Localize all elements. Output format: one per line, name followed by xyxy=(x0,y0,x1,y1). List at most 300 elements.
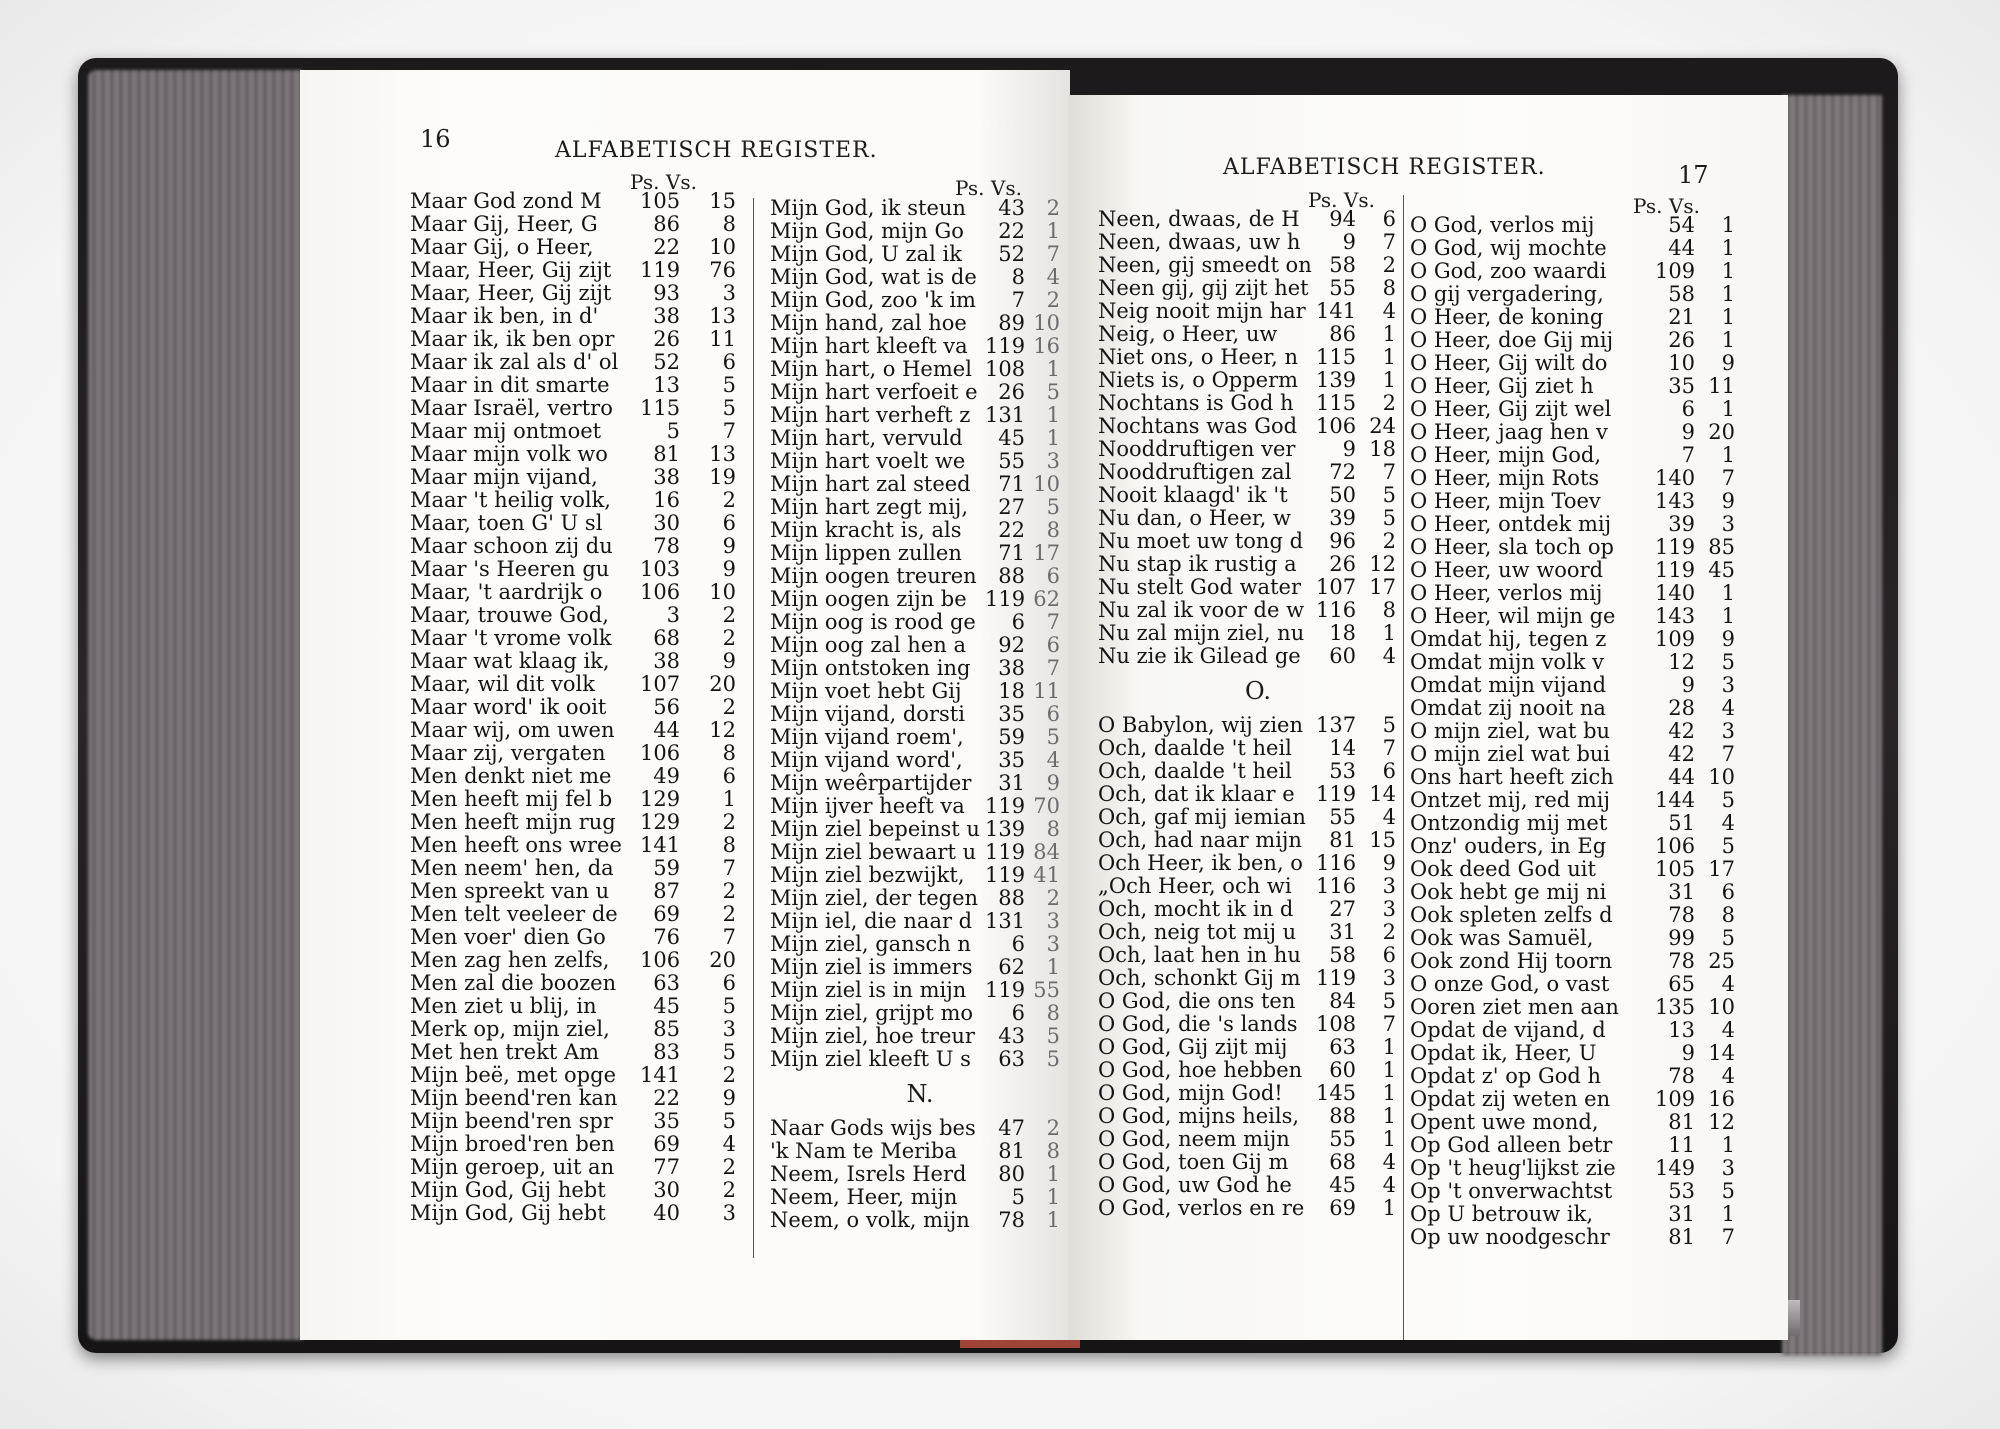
register-entry xyxy=(1098,507,1418,530)
register-entry xyxy=(1098,231,1418,254)
entry-text: Och, schonkt Gij m xyxy=(1098,966,1301,990)
verse-number: 84 xyxy=(1033,840,1060,864)
verse-number: 9 xyxy=(722,534,736,558)
verse-number: 3 xyxy=(1382,897,1396,921)
entry-text: Maar, Heer, Gij zijt xyxy=(410,281,612,305)
register-entry xyxy=(1098,1174,1418,1197)
register-entry xyxy=(410,995,750,1018)
entry-text: Men zal die boozen xyxy=(410,971,617,995)
psalm-number: 35 xyxy=(998,748,1025,772)
psalm-number: 30 xyxy=(653,1178,680,1202)
psalm-number: 62 xyxy=(998,955,1025,979)
psalm-number: 38 xyxy=(653,465,680,489)
register-entry xyxy=(1410,858,1760,881)
entry-text: Mijn ijver heeft va xyxy=(770,794,965,818)
verse-number: 8 xyxy=(1721,903,1735,927)
psalm-number: 78 xyxy=(1668,949,1695,973)
entry-text: Onz' ouders, in Eg xyxy=(1410,834,1607,858)
psalm-number: 106 xyxy=(640,948,681,972)
register-entry xyxy=(1098,530,1418,553)
entry-text: Mijn God, Gij hebt xyxy=(410,1178,606,1202)
psalm-number: 144 xyxy=(1655,788,1696,812)
verse-number: 1 xyxy=(1046,1208,1060,1232)
verse-number: 5 xyxy=(1382,506,1396,530)
entry-text: Omdat zij nooit na xyxy=(1410,696,1606,720)
register-entry xyxy=(1098,1197,1418,1220)
psalm-number: 108 xyxy=(985,357,1026,381)
psalm-number: 119 xyxy=(985,587,1026,611)
psalm-number: 81 xyxy=(1668,1225,1695,1249)
register-entry xyxy=(770,243,1070,266)
entry-text: Men voer' dien Go xyxy=(410,925,606,949)
entry-text: Maar mijn vijand, xyxy=(410,465,598,489)
verse-number: 1 xyxy=(1721,397,1735,421)
verse-number: 1 xyxy=(1721,1133,1735,1157)
register-entry xyxy=(410,443,750,466)
register-entry xyxy=(770,381,1070,404)
register-entry xyxy=(410,742,750,765)
register-entry xyxy=(410,489,750,512)
verse-number: 5 xyxy=(1382,989,1396,1013)
entry-text: Maar, trouwe God, xyxy=(410,603,609,627)
entry-text: Och, daalde 't heil xyxy=(1098,759,1292,783)
psalm-number: 39 xyxy=(1668,512,1695,536)
register-entry xyxy=(770,266,1070,289)
entry-text: Nu zal mijn ziel, nu xyxy=(1098,621,1305,645)
verse-number: 5 xyxy=(1046,1024,1060,1048)
verse-number: 10 xyxy=(1033,311,1060,335)
entry-text: Neen, dwaas, de H xyxy=(1098,207,1300,231)
entry-text: Men heeft mijn rug xyxy=(410,810,616,834)
index-column-1 xyxy=(410,190,750,1225)
verse-number: 8 xyxy=(722,741,736,765)
register-entry xyxy=(1098,1059,1418,1082)
verse-number: 5 xyxy=(1721,788,1735,812)
psalm-number: 18 xyxy=(1329,621,1356,645)
entry-text: Mijn God, mijn Go xyxy=(770,219,964,243)
entry-text: O God, hoe hebben xyxy=(1098,1058,1303,1082)
psalm-number: 53 xyxy=(1668,1179,1695,1203)
entry-text: Op U betrouw ik, xyxy=(1410,1202,1593,1226)
entry-text: Mijn beend'ren spr xyxy=(410,1109,613,1133)
entry-text: Mijn ziel bewaart u xyxy=(770,840,977,864)
register-entry xyxy=(1098,944,1418,967)
register-entry xyxy=(1098,461,1418,484)
register-entry xyxy=(770,1209,1070,1232)
psalm-number: 119 xyxy=(985,840,1026,864)
verse-number: 4 xyxy=(1382,299,1396,323)
register-entry xyxy=(410,420,750,443)
verse-number: 11 xyxy=(1033,679,1060,703)
verse-number: 1 xyxy=(1382,1196,1396,1220)
verse-number: 1 xyxy=(1382,368,1396,392)
psalm-number: 9 xyxy=(1342,230,1356,254)
psalm-number: 106 xyxy=(1655,834,1696,858)
verse-number: 1 xyxy=(1382,1035,1396,1059)
register-entry xyxy=(410,1110,750,1133)
verse-number: 1 xyxy=(1721,259,1735,283)
entry-text: Ook spleten zelfs d xyxy=(1410,903,1613,927)
psalm-number: 35 xyxy=(998,702,1025,726)
verse-number: 15 xyxy=(1369,828,1396,852)
register-entry xyxy=(770,657,1070,680)
psalm-number: 44 xyxy=(1668,236,1695,260)
verse-number: 6 xyxy=(722,350,736,374)
psalm-number: 131 xyxy=(985,909,1026,933)
psalm-number: 6 xyxy=(1011,610,1025,634)
psalm-number: 81 xyxy=(653,442,680,466)
psalm-number: 139 xyxy=(985,817,1026,841)
verse-number: 9 xyxy=(1721,351,1735,375)
psalm-number: 53 xyxy=(1329,759,1356,783)
register-entry xyxy=(1098,622,1418,645)
psalm-number: 8 xyxy=(1011,265,1025,289)
entry-text: Maar mijn volk wo xyxy=(410,442,608,466)
psalm-number: 119 xyxy=(985,978,1026,1002)
register-entry xyxy=(1410,1088,1760,1111)
entry-text: Nochtans was God xyxy=(1098,414,1298,438)
verse-number: 1 xyxy=(1046,426,1060,450)
psalm-number: 45 xyxy=(653,994,680,1018)
entry-text: Mijn God, zoo 'k im xyxy=(770,288,976,312)
verse-number: 85 xyxy=(1708,535,1735,559)
entry-text: Neem, o volk, mijn xyxy=(770,1208,970,1232)
psalm-number: 109 xyxy=(1655,259,1696,283)
psalm-number: 119 xyxy=(985,334,1026,358)
register-entry xyxy=(410,903,750,926)
entry-text: Mijn oogen zijn be xyxy=(770,587,967,611)
entry-text: Mijn God, ik steun xyxy=(770,196,966,220)
psalm-number: 50 xyxy=(1329,483,1356,507)
entry-text: Maar word' ik ooit xyxy=(410,695,607,719)
register-entry xyxy=(770,887,1070,910)
psalm-number: 54 xyxy=(1668,213,1695,237)
register-entry xyxy=(1098,599,1418,622)
entry-text: Op 't onverwachtst xyxy=(1410,1179,1613,1203)
register-entry xyxy=(1410,398,1760,421)
psalm-number: 109 xyxy=(1655,1087,1696,1111)
entry-text: Mijn vijand word', xyxy=(770,748,963,772)
verse-number: 6 xyxy=(722,511,736,535)
entry-text: Neig nooit mijn har xyxy=(1098,299,1306,323)
entry-text: Mijn hand, zal hoe xyxy=(770,311,967,335)
entry-text: Maar ik, ik ben opr xyxy=(410,327,615,351)
verse-number: 3 xyxy=(1721,512,1735,536)
verse-number: 2 xyxy=(722,626,736,650)
entry-text: Opdat de vijand, d xyxy=(1410,1018,1606,1042)
register-entry xyxy=(410,213,750,236)
psalm-number: 103 xyxy=(640,557,681,581)
verse-number: 1 xyxy=(1721,328,1735,352)
index-column-2 xyxy=(770,197,1070,1232)
register-entry xyxy=(410,259,750,282)
psalm-number: 58 xyxy=(1668,282,1695,306)
page-title: ALFABETISCH REGISTER. xyxy=(1223,155,1546,180)
column-header: Ps. Vs. xyxy=(1308,188,1375,212)
register-entry xyxy=(1098,1036,1418,1059)
register-entry xyxy=(1410,1226,1760,1249)
register-entry xyxy=(770,956,1070,979)
entry-text: Men heeft mij fel b xyxy=(410,787,613,811)
verse-number: 1 xyxy=(1046,1185,1060,1209)
psalm-number: 7 xyxy=(1681,443,1695,467)
entry-text: O Heer, uw woord xyxy=(1410,558,1604,582)
entry-text: Neig, o Heer, uw xyxy=(1098,322,1278,346)
entry-text: Opdat zij weten en xyxy=(1410,1087,1611,1111)
entry-text: Mijn vijand roem', xyxy=(770,725,964,749)
verse-number: 5 xyxy=(722,373,736,397)
psalm-number: 38 xyxy=(998,656,1025,680)
register-entry xyxy=(770,220,1070,243)
psalm-number: 84 xyxy=(1329,989,1356,1013)
psalm-number: 45 xyxy=(1329,1173,1356,1197)
entry-text: Nu stap ik rustig a xyxy=(1098,552,1297,576)
entry-text: Opent uwe mond, xyxy=(1410,1110,1599,1134)
psalm-number: 105 xyxy=(640,189,681,213)
entry-text: Nooit klaagd' ik 't xyxy=(1098,483,1288,507)
psalm-number: 72 xyxy=(1329,460,1356,484)
psalm-number: 21 xyxy=(1668,305,1695,329)
page-number: 16 xyxy=(420,125,451,153)
verse-number: 9 xyxy=(1721,489,1735,513)
verse-number: 15 xyxy=(709,189,736,213)
entry-text: Maar wij, om uwen xyxy=(410,718,615,742)
psalm-number: 35 xyxy=(653,1109,680,1133)
entry-text: O God, mijns heils, xyxy=(1098,1104,1300,1128)
psalm-number: 3 xyxy=(666,603,680,627)
psalm-number: 6 xyxy=(1681,397,1695,421)
register-entry xyxy=(1098,806,1418,829)
entry-text: Maar 't heilig volk, xyxy=(410,488,611,512)
register-entry xyxy=(1098,1082,1418,1105)
psalm-number: 108 xyxy=(1316,1012,1357,1036)
verse-number: 6 xyxy=(1382,943,1396,967)
psalm-number: 6 xyxy=(1011,1001,1025,1025)
entry-text: Neen, gij smeedt on xyxy=(1098,253,1312,277)
entry-text: Maar mij ontmoet xyxy=(410,419,602,443)
psalm-number: 42 xyxy=(1668,719,1695,743)
psalm-number: 115 xyxy=(640,396,681,420)
entry-text: Mijn vijand, dorsti xyxy=(770,702,965,726)
verse-number: 2 xyxy=(1046,196,1060,220)
verse-number: 5 xyxy=(1046,495,1060,519)
register-entry xyxy=(1098,254,1418,277)
entry-text: Maar, toen G' U sl xyxy=(410,511,603,535)
verse-number: 3 xyxy=(1046,932,1060,956)
psalm-number: 93 xyxy=(653,281,680,305)
psalm-number: 78 xyxy=(998,1208,1025,1232)
verse-number: 2 xyxy=(722,1063,736,1087)
verse-number: 3 xyxy=(1721,673,1735,697)
psalm-number: 107 xyxy=(1316,575,1357,599)
verse-number: 8 xyxy=(1046,1001,1060,1025)
psalm-number: 56 xyxy=(653,695,680,719)
psalm-number: 26 xyxy=(1329,552,1356,576)
entry-text: Men heeft ons wree xyxy=(410,833,622,857)
verse-number: 20 xyxy=(709,948,736,972)
entry-text: O Heer, Gij wilt do xyxy=(1410,351,1608,375)
psalm-number: 119 xyxy=(640,258,681,282)
verse-number: 19 xyxy=(709,465,736,489)
psalm-number: 140 xyxy=(1655,466,1696,490)
psalm-number: 26 xyxy=(1668,328,1695,352)
register-entry xyxy=(410,627,750,650)
entry-text: Mijn beend'ren kan xyxy=(410,1086,618,1110)
register-entry xyxy=(1410,904,1760,927)
psalm-number: 83 xyxy=(653,1040,680,1064)
psalm-number: 22 xyxy=(998,219,1025,243)
index-column-1 xyxy=(1098,208,1418,1220)
psalm-number: 27 xyxy=(998,495,1025,519)
verse-number: 5 xyxy=(722,396,736,420)
verse-number: 12 xyxy=(709,718,736,742)
register-entry xyxy=(410,765,750,788)
verse-number: 1 xyxy=(1721,213,1735,237)
entry-text: Mijn ziel, hoe treur xyxy=(770,1024,975,1048)
register-entry xyxy=(770,312,1070,335)
entry-text: Maar 's Heeren gu xyxy=(410,557,610,581)
entry-text: Neen gij, gij zijt het xyxy=(1098,276,1309,300)
psalm-number: 80 xyxy=(998,1162,1025,1186)
psalm-number: 55 xyxy=(998,449,1025,473)
register-entry xyxy=(1410,835,1760,858)
register-entry xyxy=(770,519,1070,542)
verse-number: 17 xyxy=(1369,575,1396,599)
psalm-number: 86 xyxy=(653,212,680,236)
psalm-number: 129 xyxy=(640,810,681,834)
register-entry xyxy=(1410,628,1760,651)
entry-text: Men neem' hen, da xyxy=(410,856,614,880)
entry-text: Nu moet uw tong d xyxy=(1098,529,1304,553)
verse-number: 4 xyxy=(1382,805,1396,829)
verse-number: 5 xyxy=(1046,380,1060,404)
verse-number: 2 xyxy=(1046,1116,1060,1140)
verse-number: 7 xyxy=(1721,466,1735,490)
psalm-number: 116 xyxy=(1316,851,1357,875)
psalm-number: 43 xyxy=(998,196,1025,220)
entry-text: Maar Gij, o Heer, xyxy=(410,235,594,259)
register-entry xyxy=(1098,277,1418,300)
psalm-number: 141 xyxy=(1316,299,1357,323)
entry-text: Maar 't vrome volk xyxy=(410,626,612,650)
register-entry xyxy=(410,558,750,581)
verse-number: 1 xyxy=(1721,305,1735,329)
verse-number: 4 xyxy=(1721,1018,1735,1042)
entry-text: Opdat z' op God h xyxy=(1410,1064,1602,1088)
psalm-number: 81 xyxy=(998,1139,1025,1163)
register-entry xyxy=(410,581,750,604)
register-entry xyxy=(410,857,750,880)
verse-number: 10 xyxy=(1033,472,1060,496)
entry-text: Ontzet mij, red mij xyxy=(1410,788,1611,812)
register-entry xyxy=(1410,1157,1760,1180)
entry-text: Mijn hart verfoeit e xyxy=(770,380,978,404)
psalm-number: 44 xyxy=(1668,765,1695,789)
verse-number: 5 xyxy=(1382,483,1396,507)
register-entry xyxy=(770,197,1070,220)
psalm-number: 88 xyxy=(998,886,1025,910)
register-entry xyxy=(770,358,1070,381)
section-letter: O. xyxy=(1245,677,1271,705)
verse-number: 6 xyxy=(722,971,736,995)
verse-number: 2 xyxy=(722,879,736,903)
verse-number: 25 xyxy=(1708,949,1735,973)
psalm-number: 7 xyxy=(1011,288,1025,312)
entry-text: Nu stelt God water xyxy=(1098,575,1301,599)
entry-text: O mijn ziel, wat bu xyxy=(1410,719,1611,743)
verse-number: 4 xyxy=(1721,972,1735,996)
entry-text: Ook deed God uit xyxy=(1410,857,1596,881)
verse-number: 2 xyxy=(722,603,736,627)
psalm-number: 63 xyxy=(1329,1035,1356,1059)
register-entry xyxy=(770,542,1070,565)
psalm-number: 71 xyxy=(998,472,1025,496)
register-entry xyxy=(1410,329,1760,352)
verse-number: 17 xyxy=(1708,857,1735,881)
register-entry xyxy=(1098,369,1418,392)
entry-text: Mijn ziel is in mijn xyxy=(770,978,967,1002)
register-entry xyxy=(1098,852,1418,875)
register-entry xyxy=(770,910,1070,933)
verse-number: 6 xyxy=(1046,702,1060,726)
psalm-number: 31 xyxy=(1329,920,1356,944)
psalm-number: 60 xyxy=(1329,1058,1356,1082)
register-entry xyxy=(1098,346,1418,369)
entry-text: Op 't heug'lijkst zie xyxy=(1410,1156,1616,1180)
register-entry xyxy=(770,1025,1070,1048)
psalm-number: 143 xyxy=(1655,489,1696,513)
register-entry xyxy=(1410,651,1760,674)
verse-number: 2 xyxy=(1382,529,1396,553)
register-entry xyxy=(1410,1042,1760,1065)
entry-text: O Heer, ontdek mij xyxy=(1410,512,1612,536)
entry-text: Omdat mijn volk v xyxy=(1410,650,1605,674)
entry-text: O God, toen Gij m xyxy=(1098,1150,1289,1174)
verse-number: 14 xyxy=(1708,1041,1735,1065)
entry-text: Mijn voet hebt Gij xyxy=(770,679,962,703)
register-entry xyxy=(770,703,1070,726)
entry-text: Men zag hen zelfs, xyxy=(410,948,610,972)
column-header: Ps. Vs. xyxy=(630,170,697,194)
verse-number: 1 xyxy=(1046,955,1060,979)
verse-number: 5 xyxy=(722,994,736,1018)
psalm-number: 6 xyxy=(1011,932,1025,956)
entry-text: Mijn ziel, grijpt mo xyxy=(770,1001,974,1025)
entry-text: Mijn oogen treuren xyxy=(770,564,977,588)
entry-text: Maar wat klaag ik, xyxy=(410,649,610,673)
verse-number: 7 xyxy=(1721,742,1735,766)
index-column-2 xyxy=(1410,214,1760,1249)
entry-text: Op God alleen betr xyxy=(1410,1133,1613,1157)
entry-text: Mijn oog zal hen a xyxy=(770,633,966,657)
verse-number: 2 xyxy=(722,810,736,834)
entry-text: Naar Gods wijs bes xyxy=(770,1116,976,1140)
psalm-number: 40 xyxy=(653,1201,680,1225)
register-entry xyxy=(770,1048,1070,1071)
psalm-number: 9 xyxy=(1681,420,1695,444)
psalm-number: 51 xyxy=(1668,811,1695,835)
verse-number: 1 xyxy=(1382,1081,1396,1105)
register-entry xyxy=(770,634,1070,657)
entry-text: Mijn hart zegt mij, xyxy=(770,495,968,519)
verse-number: 1 xyxy=(1721,282,1735,306)
register-entry xyxy=(410,811,750,834)
verse-number: 3 xyxy=(1382,966,1396,990)
verse-number: 18 xyxy=(1369,437,1396,461)
psalm-number: 68 xyxy=(653,626,680,650)
register-entry xyxy=(1410,674,1760,697)
entry-text: Ook hebt ge mij ni xyxy=(1410,880,1607,904)
